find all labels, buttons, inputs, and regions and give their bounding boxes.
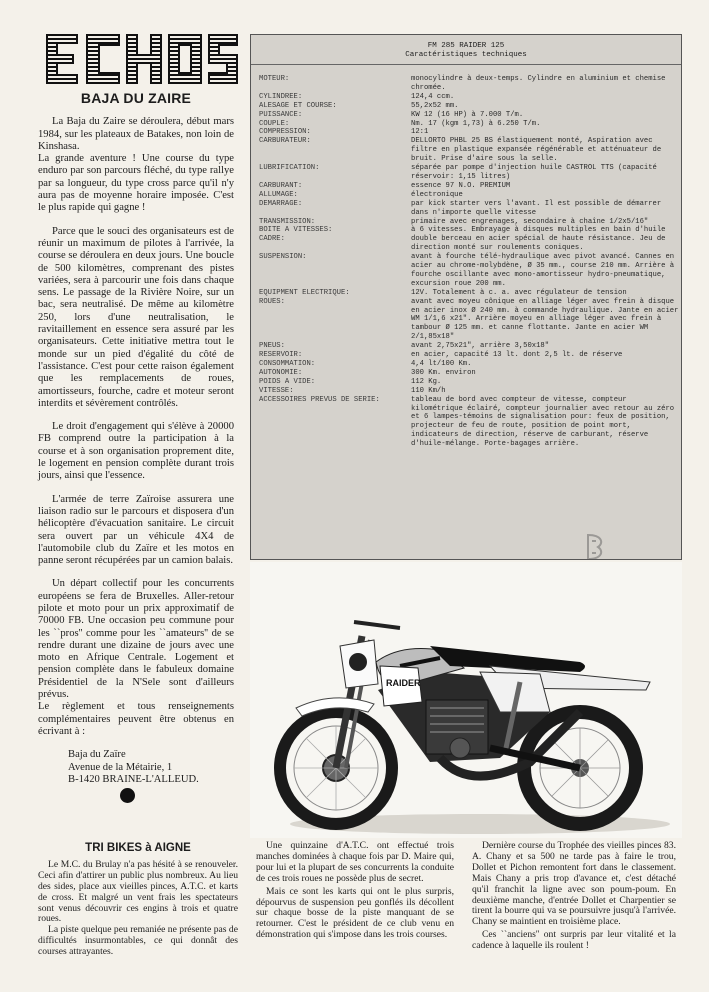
col2-paragraph-2: Mais ce sont les karts qui ont le plus surpris, dépourvus de suspension peu gonflés ils décollent sur chaque bosse de la piste manquant de se retourner. C'est le président de ce club venu en démonstration qui s'impose dans les trois courses. (256, 885, 454, 941)
spec-label: AUTONOMIE: (259, 368, 303, 377)
spec-row (259, 235, 679, 253)
spec-value: 300 Km. environ (411, 368, 476, 377)
spec-label: POIDS A VIDE: (259, 377, 316, 386)
spec-row (259, 387, 679, 396)
spec-row (259, 200, 679, 218)
spec-value: 12:1 (411, 128, 429, 137)
spec-label: ALESAGE ET COURSE: (259, 101, 337, 110)
spec-value: en acier, capacité 13 lt. dont 2,5 lt. de réserve (411, 351, 623, 360)
tri-bikes-column-2 (256, 841, 454, 941)
spec-label: ROUES: (259, 297, 285, 306)
address-line-2: Avenue de la Métairie, 1 (68, 761, 173, 773)
spec-label: COUPLE: (259, 119, 290, 128)
spec-label: PNEUS: (259, 342, 285, 351)
spec-value: 12V. Totalement à c. a. avec régulateur de tension (411, 288, 627, 297)
spec-row (259, 102, 679, 111)
baja-title: BAJA DU ZAIRE (80, 90, 192, 106)
spec-row (259, 218, 679, 227)
spec-row (259, 396, 679, 449)
baja-paragraph-1b: La grande aventure ! Une course du type enduro par son parcours fléché, du type rallye par sa longueur, du type cross parce qu'il n'y aura pas de moyenne horaire imposée. C'est le plus rapide qui gagne ! (38, 153, 234, 214)
spec-value: 124,4 ccm. (411, 92, 455, 101)
spec-label: MOTEUR: (259, 75, 290, 83)
address-line-3: B-1420 BRAINE-L'ALLEUD. (68, 773, 199, 785)
spec-row (259, 360, 679, 369)
tri-paragraph-2: La piste quelque peu remaniée ne présente pas de difficultés insurmontables, ce qui donnât des courses attrayantes. (38, 924, 238, 958)
baja-article (38, 92, 234, 786)
spec-value: avant 2,75x21", arrière 3,50x18" (411, 342, 550, 351)
baja-paragraph-3: Le droit d'engagement qui s'élève à 20000 FB comprend outre la participation à la course et à son organisation proprement dite, le logement en pension complète durant trois jours, ainsi que l'essence. (38, 421, 234, 482)
spec-value: avant à fourche télé-hydraulique avec pivot avancé. Cannes en acier au chrome-molybdène, Ø 35 mm., course 210 mm. Arrière à fourche oscillante avec mono-amortisseur hydro-pneumatique, excursion roue 200 mm. (411, 253, 675, 288)
spec-row (259, 253, 679, 289)
spec-row (259, 342, 679, 351)
tri-bikes-column-3 (472, 841, 676, 952)
spec-label: RESERVOIR: (259, 351, 303, 360)
spec-row (259, 111, 679, 120)
spec-label: ACCESSOIRES PREVUS DE SERIE: (259, 395, 380, 404)
col3-paragraph-2: Ces ``anciens'' ont surpris par leur vitalité et la cadence à laquelle ils roulent ! (472, 929, 676, 952)
baja-paragraph-5b: Le règlement et tous renseignements complémentaires peuvent être obtenus en écrivant à : (38, 701, 234, 737)
spec-value: tableau de bord avec compteur de vitesse, compteur kilométrique éclairé, compteur journalier avec retour au zéro et 6 lampes-témoins de signalisation pour: feux de position, projecteur de feu de route, position de point mort, indicateurs de direction, réserve de carburant, réserve d'huile-mélange. Porte-bagages arrière. (411, 395, 675, 449)
spec-row (259, 137, 679, 164)
spec-value: essence 97 N.O. PREMIUM (411, 181, 511, 190)
spec-value: DELLORTO PHBL 25 BS élastiquement monté, Aspiration avec filtre en plastique expansée régénérable et atténuateur de bruit. Prise d'aire sous la selle. (411, 137, 662, 164)
spec-value: 112 Kg. (411, 377, 442, 386)
spec-row (259, 378, 679, 387)
spec-value: 55,2x52 mm. (411, 101, 459, 110)
bullet-icon (120, 788, 135, 803)
spec-subtitle: Caractéristiques techniques (405, 51, 527, 59)
spec-value: séparée par pompe d'injection huile CASTROL TTS (capacité réservoir: 1,15 litres) (411, 164, 657, 181)
motorcycle-photo (250, 562, 682, 838)
spec-label: CONSOMMATION: (259, 360, 316, 368)
spec-value: à 6 vitesses. Embrayage à disques multiples en bain d'huile (411, 226, 666, 235)
spec-label: CADRE: (259, 235, 285, 244)
baja-paragraph-2: Parce que le souci des organisateurs est de réunir un maximum de pilotes à l'arrivée, la course se déroulera en deux jours. Une boucle de 500 kilomètres, comprenant des pistes variées, sera à parcourir une fois dans chaque sens. Le passage de la Rivière Noire, sur un bac, sera neutralisé. De même au kilomètre 250, lors d'une neutralisation, le ravitaillement en essence sera assuré par les organisateurs. Cette initiative mettra tout le monde sur un pied d'égalité du côté de l'assistance. C'est pour cette raison également que les remplacements de roues, amortisseurs, fourche, cadre et moteur seront interdits et sévèrement contrôlés. (38, 225, 234, 409)
spec-label: VITESSE: (259, 386, 294, 395)
spec-label: LUBRIFICATION: (259, 164, 320, 173)
baja-address (68, 749, 234, 786)
spec-model: FM 285 RAIDER 125 (427, 42, 505, 50)
spec-value: Nm. 17 (kgm 1,73) à 6.250 T/m. (411, 119, 541, 128)
spec-label: EQUIPMENT ELECTRIQUE: (259, 288, 350, 297)
col2-paragraph-1: Une quinzaine d'A.T.C. ont effectué trois manches dominées à chaque fois par D. Maire qui, pour lui et la plupart de ses concurrents la conduite de ces trois roues ne possède plus de secret. (256, 840, 454, 884)
spec-row (259, 120, 679, 129)
spec-label: CARBURANT: (259, 181, 303, 190)
baja-paragraph-1: La Baja du Zaire se déroulera, début mars 1984, sur les plateaux de Batakes, non loin de Kinshasa. (38, 116, 234, 152)
baja-paragraph-5: Un départ collectif pour les concurrents européens se fera de Bruxelles. Aller-retour pilote et moto pour un prix approximatif de 70000 FB. Une occasion peu commune pour les ``pros'' comme pour les ``amateurs'' de se rendre durant une dizaine de jours avec une moto en Afrique Centrale. Logement et pension complète dans le fabuleux domaine Présidentiel de la N'Sele sont d'ailleurs prévus. (38, 578, 234, 701)
masthead-logo-icon (44, 30, 238, 88)
spec-label: BOITE A VITESSES: (259, 226, 333, 235)
spec-row (259, 226, 679, 235)
spec-label: ALLUMAGE: (259, 190, 298, 199)
tri-bikes-article (38, 843, 238, 958)
spec-row (259, 289, 679, 298)
spec-label: DEMARRAGE: (259, 199, 303, 208)
tech-spec-box (250, 34, 682, 560)
spec-row (259, 182, 679, 191)
spec-row (259, 164, 679, 182)
col3-paragraph-1: Dernière course du Trophée des vieilles pinces 83. A. Chany et sa 500 ne tarde pas à faire le trou, Dollet et Pichon remontent fort dans le classement. Mais Chany a pris trop d'avance et, c'est détaché qu'il franchit la ligne avec son poum-poum. En deuxième manche, d'entrée Dollet et Charpentier se tirent la bourre qui va se poursuivre jusqu'à l'arrivée. Chany se maintient en troisième place. (472, 840, 676, 928)
masthead-echos (44, 30, 238, 88)
spec-value: 4,4 lt/100 Km. (411, 360, 472, 368)
spec-label: CARBURATEUR: (259, 137, 311, 146)
spec-value: double berceau en acier spécial de haute résistance. Jeu de direction monté sur roulements coniques. (411, 235, 666, 253)
spec-value: avant avec moyeu cônique en alliage léger avec frein à disque en acier inox Ø 240 mm. à commande hydraulique. Jante en acier WM 1/1,6 x21". Arrière moyeu en alliage léger avec frein à tambour Ø 125 mm. et canne flottante. Jante en acier WM 2/1,85x18" (411, 297, 679, 342)
tank-label: RAIDER (386, 678, 421, 688)
tri-bikes-title: TRI BIKES à AIGNE (85, 842, 191, 854)
tri-paragraph-1: Le M.C. du Brulay n'a pas hésité à se renouveler. Ceci afin d'attirer un public plus nombreux. Au lieu des sides, place aux vieilles pinces, A.T.C. et karts de cross. Et malgré un vent frais les spectateurs sont venus découvrir ces engins à trois et quatre roues. (38, 858, 238, 925)
spec-row (259, 191, 679, 200)
spec-row (259, 351, 679, 360)
spec-label: PUISSANCE: (259, 110, 303, 119)
tech-spec-list (259, 75, 679, 449)
spec-value: primaire avec engrenages, secondaire à chaîne 1/2x5/16" (411, 217, 649, 226)
spec-label: CYLINDREE: (259, 92, 303, 101)
spec-label: COMPRESSION: (259, 128, 311, 137)
spec-row (259, 75, 679, 93)
baja-paragraph-4: L'armée de terre Zaïroise assurera une liaison radio sur le parcours et disposera d'un hélicoptère d'évacuation sanitaire. Le circuit sera ouvert par un véhicule 4X4 de l'automobile club du Zaïre et les motos en panne seront récupérées par un camion balais. (38, 493, 234, 567)
watermark-logo-icon (584, 533, 606, 561)
spec-value: électronique (411, 190, 463, 199)
address-line-1: Baja du Zaïre (68, 749, 126, 761)
tech-spec-header (251, 35, 681, 65)
spec-value: KW 12 (16 HP) à 7.000 T/m. (411, 110, 524, 119)
spec-row (259, 93, 679, 102)
motorcycle-icon (250, 562, 682, 838)
spec-value: monocylindre à deux-temps. Cylindre en aluminium et chemise chromée. (411, 75, 666, 92)
spec-row (259, 298, 679, 343)
spec-value: 110 Km/h (411, 386, 446, 395)
spec-row (259, 128, 679, 137)
spec-row (259, 369, 679, 378)
spec-label: TRANSMISSION: (259, 217, 316, 226)
spec-label: SUSPENSION: (259, 253, 307, 262)
spec-value: par kick starter vers l'avant. Il est possible de démarrer dans n'importe quelle vitesse (411, 199, 662, 217)
